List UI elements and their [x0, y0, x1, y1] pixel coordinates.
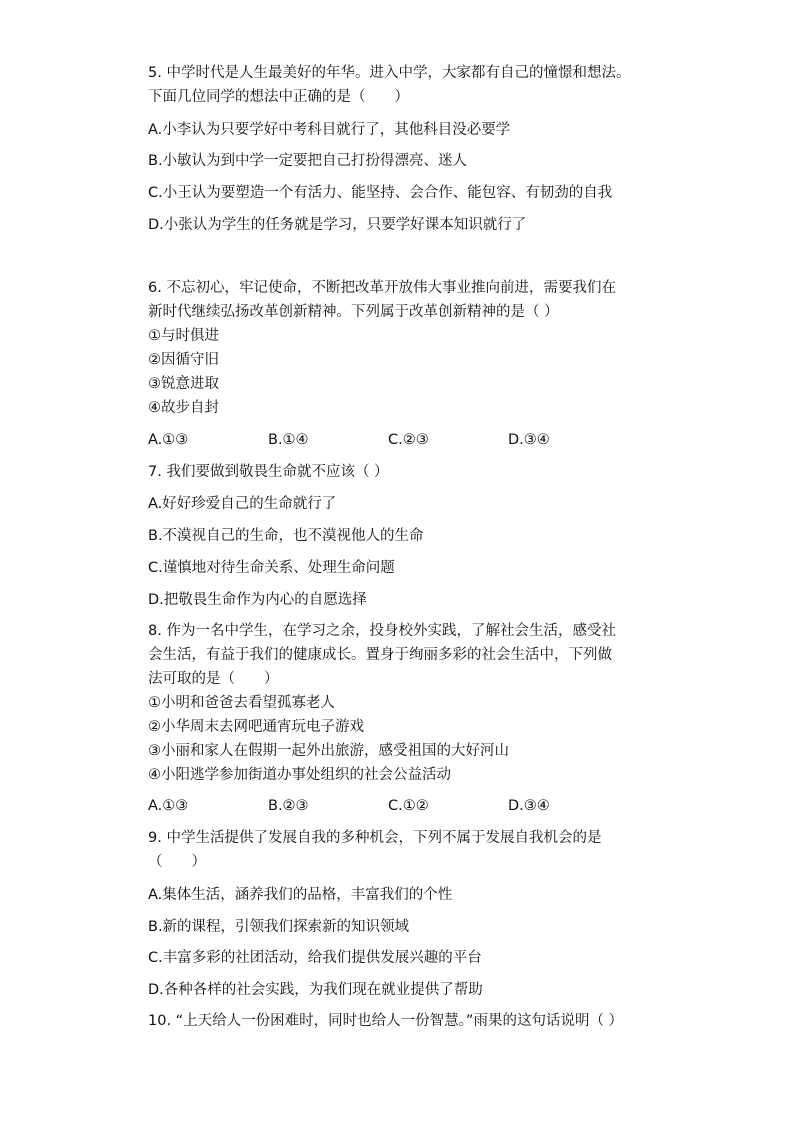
q6-options — [148, 430, 668, 450]
q8-option-b: B.②③ — [268, 798, 309, 814]
q6-item-3: ③锐意进取 — [148, 376, 219, 392]
q7-option-b: B.不漠视自己的生命，也不漠视他人的生命 — [148, 528, 424, 544]
q7-stem: 7. 我们要做到敬畏生命就不应该（ ） — [148, 464, 389, 480]
q6-item-2: ②因循守旧 — [148, 352, 219, 368]
q8-stem-line-1: 8. 作为一名中学生，在学习之余，投身校外实践，了解社会生活，感受社 — [148, 623, 616, 639]
q8-stem-line-3: 法可取的是（ ） — [148, 671, 279, 687]
q6-option-d: D.③④ — [508, 432, 550, 448]
q8-option-a: A.①③ — [148, 798, 189, 814]
q6-option-a: A.①③ — [148, 432, 189, 448]
q6-stem-line-2: 新时代继续弘扬改革创新精神。下列属于改革创新精神的是（ ） — [148, 304, 559, 320]
q9-stem-line-2: （ ） — [148, 854, 206, 870]
q8-item-2: ②小华周末去网吧通宵玩电子游戏 — [148, 719, 364, 735]
q6-stem-line-1: 6. 不忘初心，牢记使命，不断把改革开放伟大事业推向前进，需要我们在 — [148, 280, 616, 296]
q7-option-c: C.谨慎地对待生命关系、处理生命问题 — [148, 560, 395, 576]
q5-option-a: A.小李认为只要学好中考科目就行了，其他科目没必要学 — [148, 122, 511, 138]
q6-option-c: C.②③ — [388, 432, 429, 448]
q7-option-d: D.把敬畏生命作为内心的自愿选择 — [148, 592, 367, 608]
q8-option-d: D.③④ — [508, 798, 550, 814]
q9-option-a: A.集体生活，涵养我们的品格，丰富我们的个性 — [148, 887, 453, 903]
q6-item-1: ①与时俱进 — [148, 328, 219, 344]
q5-option-b: B.小敏认为到中学一定要把自己打扮得漂亮、迷人 — [148, 153, 468, 169]
q5-stem-line-2: 下面几位同学的想法中正确的是（ ） — [148, 89, 409, 105]
q9-option-b: B.新的课程，引领我们探索新的知识领域 — [148, 919, 410, 935]
q9-option-d: D.各种各样的社会实践，为我们现在就业提供了帮助 — [148, 982, 483, 998]
q6-option-b: B.①④ — [268, 432, 309, 448]
q9-stem-line-1: 9. 中学生活提供了发展自我的多种机会，下列不属于发展自我机会的是 — [148, 830, 602, 846]
q6-item-4: ④故步自封 — [148, 400, 219, 416]
q5-option-d: D.小张认为学生的任务就是学习，只要学好课本知识就行了 — [148, 217, 527, 233]
q10-stem: 10. “上天给人一份困难时，同时也给人一份智慧。”雨果的这句话说明（ ） — [148, 1013, 624, 1029]
q7-option-a: A.好好珍爱自己的生命就行了 — [148, 496, 337, 512]
q8-item-4: ④小阳逃学参加街道办事处组织的社会公益活动 — [148, 767, 451, 783]
q8-item-1: ①小明和爸爸去看望孤寡老人 — [148, 695, 335, 711]
q8-item-3: ③小丽和家人在假期一起外出旅游，感受祖国的大好河山 — [148, 743, 509, 759]
q8-option-c: C.①② — [388, 798, 429, 814]
q8-options — [148, 796, 668, 816]
q8-stem-line-2: 会生活，有益于我们的健康成长。置身于绚丽多彩的社会生活中，下列做 — [148, 647, 612, 663]
q5-stem-line-1: 5. 中学时代是人生最美好的年华。进入中学，大家都有自己的憧憬和想法。 — [148, 65, 631, 81]
q5-option-c: C.小王认为要塑造一个有活力、能坚持、会合作、能包容、有韧劲的自我 — [148, 185, 613, 201]
q9-option-c: C.丰富多彩的社团活动，给我们提供发展兴趣的平台 — [148, 950, 482, 966]
